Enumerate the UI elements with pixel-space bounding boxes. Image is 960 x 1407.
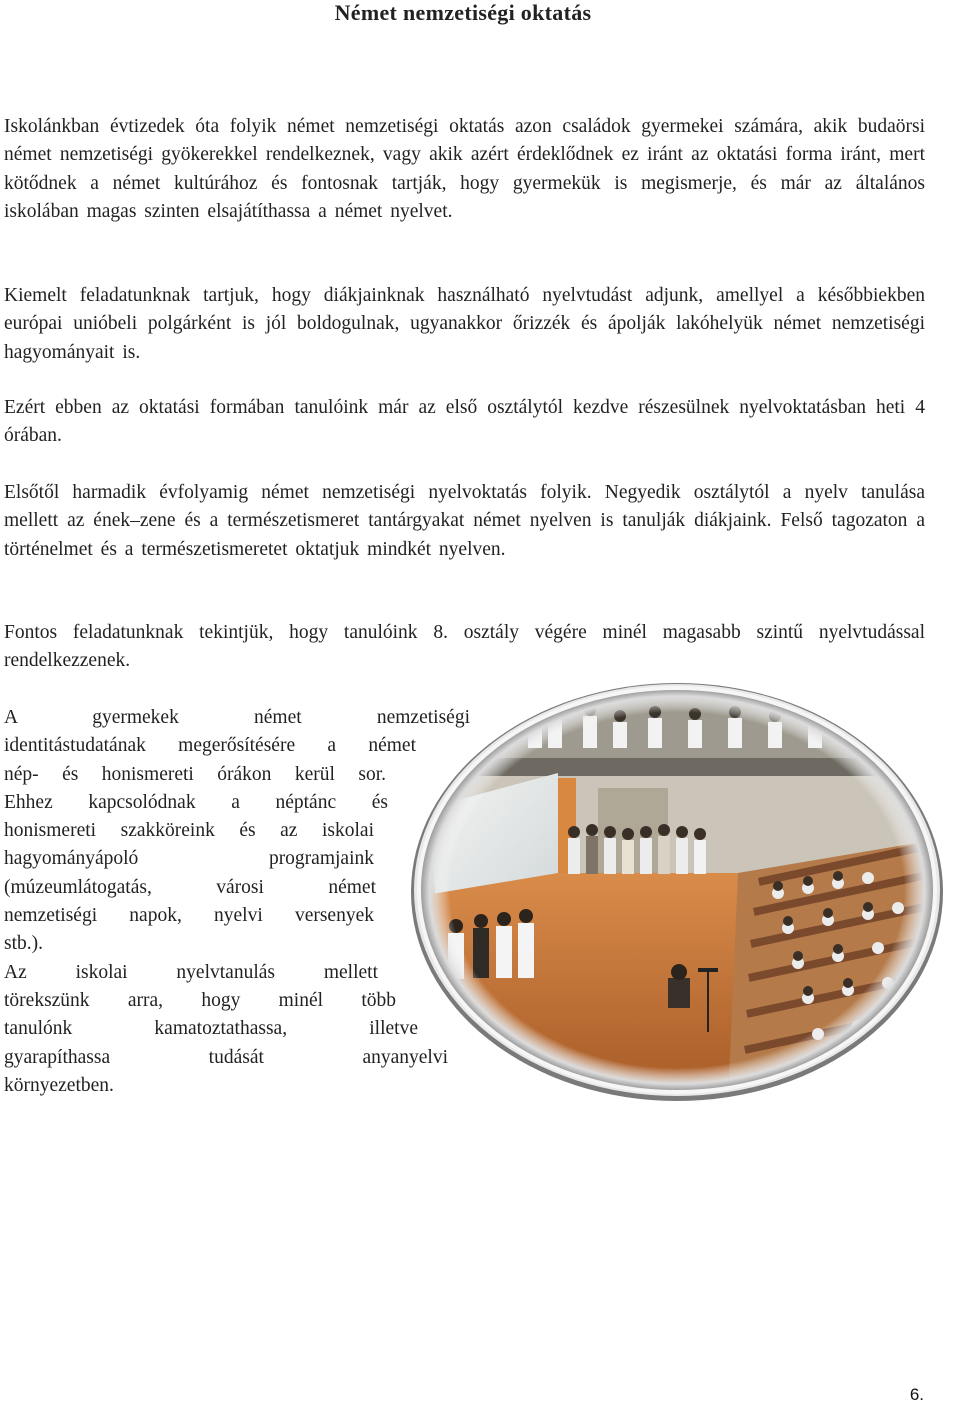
paragraph-goals: Kiemelt feladatunknak tartjuk, hogy diákjainknak használható nyelvtudást adjunk, amellyel a későbbiekben európai unióbeli polgárként is jól boldogulnak, ugyanakkor őrizzék és ápolják lakóhelyük német nemzetiségi hagyományait is. xyxy=(4,285,925,363)
side-line: hagyományápoló programjaink xyxy=(4,848,374,870)
side-line: gyarapíthassa tudását anyanyelvi xyxy=(4,1046,448,1068)
page-number: 6. xyxy=(909,1385,924,1404)
side-line: stb.). xyxy=(4,933,43,955)
paragraph-intro: Iskolánkban évtizedek óta folyik német nemzetiségi oktatás azon családok gyermekei számára, akik budaörsi német nemzetiségi gyökerekkel rendelkeznek, vagy akik azért érdeklődnek ez iránt az oktatási forma iránt, mert kötődnek a német kultúrához és fontosnak tartják, hogy gyermekük is megismerje, és már az általános iskolában magas szinten elsajátíthassa a német nyelvet. xyxy=(4,116,925,222)
side-line: A gyermekek német nemzetiségi xyxy=(4,707,470,728)
side-line: Ehhez kapcsolódnak a néptánc és xyxy=(4,791,388,813)
side-line: környezetben. xyxy=(4,1074,114,1096)
side-text-block xyxy=(4,704,470,1100)
paragraph-lessons: Ezért ebben az oktatási formában tanulóink már az első osztálytól kezdve részesülnek nyelvoktatásban heti 4 órában. xyxy=(4,397,925,447)
side-line: tanulónk kamatoztathassa, illetve xyxy=(4,1018,418,1040)
side-line: identitástudatának megerősítésére a német xyxy=(4,735,416,757)
side-line: (múzeumlátogatás, városi német xyxy=(4,876,376,898)
side-line: törekszünk arra, hogy minél több xyxy=(4,989,396,1011)
side-line: honismereti szakköreink és az iskolai xyxy=(4,820,374,842)
school-auditorium-photo xyxy=(408,678,946,1102)
paragraph-grades: Elsőtől harmadik évfolyamig német nemzetiségi nyelvoktatás folyik. Negyedik osztálytól a nyelv tanulása mellett az ének–zene és a természetismeret tantárgyakat német nyelven is tanulják diákjaink. Felső tagozaton a történelmet és a természetismeretet oktatjuk mindkét nyelven. xyxy=(4,482,925,560)
side-line: Az iskolai nyelvtanulás mellett xyxy=(4,961,378,983)
paragraph-aims: Fontos feladatunknak tekintjük, hogy tanulóink 8. osztály végére minél magasabb szintű nyelvtudással rendelkezzenek. xyxy=(4,622,925,672)
side-line: nép- és honismereti órákon kerül sor. xyxy=(4,763,386,785)
page-title: Német nemzetiségi oktatás xyxy=(334,0,592,25)
side-line: nemzetiségi napok, nyelvi versenyek xyxy=(4,905,374,927)
